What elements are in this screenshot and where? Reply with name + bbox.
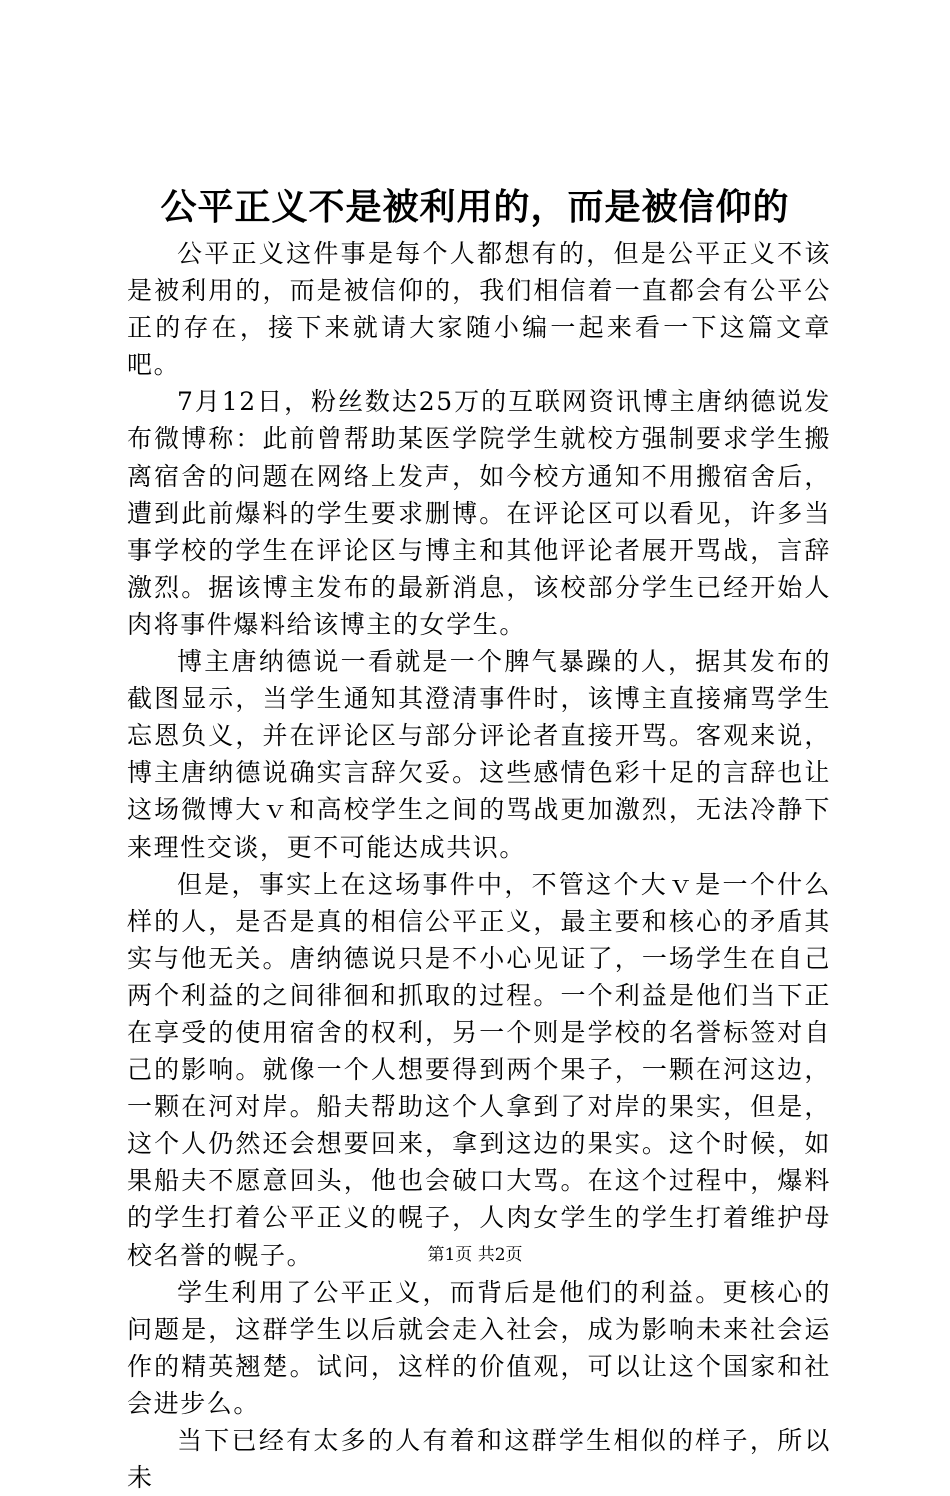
paragraph: 7月12日，粉丝数达25万的互联网资讯博主唐纳德说发布微博称：此前曾帮助某医学院学生就校方强制要求学生搬离宿舍的问题在网络上发声，如今校方通知不用搬宿舍后，遭到此前爆料的学生要求删博。在评论区可以看见，许多当事学校的学生在评论区与博主和其他评论者展开骂战，言辞激烈。据该博主发布的最新消息，该校部分学生已经开始人肉将事件爆料给该博主的女学生。 <box>127 387 831 639</box>
document-body <box>127 235 831 1496</box>
paragraph: 但是，事实上在这场事件中，不管这个大ｖ是一个什么样的人，是否是真的相信公平正义，最主要和核心的矛盾其实与他无关。唐纳德说只是不小心见证了，一场学生在自己两个利益的之间徘徊和抓取的过程。一个利益是他们当下正在享受的使用宿舍的权利，另一个则是学校的名誉标签对自己的影响。就像一个人想要得到两个果子，一颗在河这边，一颗在河对岸。船夫帮助这个人拿到了对岸的果实，但是，这个人仍然还会想要回来，拿到这边的果实。这个时候，如果船夫不愿意回头，他也会破口大骂。在这个过程中，爆料的学生打着公平正义的幌子，人肉女学生的学生打着维护母校名誉的幌子。 <box>127 869 831 1270</box>
page-title: 公平正义不是被利用的，而是被信仰的 <box>160 187 790 228</box>
paragraph: 学生利用了公平正义，而背后是他们的利益。更核心的问题是，这群学生以后就会走入社会，成为影响未来社会运作的精英翘楚。试问，这样的价值观，可以让这个国家和社会进步么。 <box>127 1277 831 1418</box>
paragraph: 博主唐纳德说一看就是一个脾气暴躁的人，据其发布的截图显示，当学生通知其澄清事件时，该博主直接痛骂学生忘恩负义，并在评论区与部分评论者直接开骂。客观来说，博主唐纳德说确实言辞欠妥。这些感情色彩十足的言辞也让这场微博大ｖ和高校学生之间的骂战更加激烈，无法冷静下来理性交谈，更不可能达成共识。 <box>127 647 831 862</box>
paragraph: 公平正义这件事是每个人都想有的，但是公平正义不该是被利用的，而是被信仰的，我们相信着一直都会有公平公正的存在，接下来就请大家随小编一起来看一下这篇文章吧。 <box>127 239 831 380</box>
paragraph: 当下已经有太多的人有着和这群学生相似的样子，所以未 <box>127 1426 831 1493</box>
page-number: 第1页 共2页 <box>427 1245 523 1265</box>
